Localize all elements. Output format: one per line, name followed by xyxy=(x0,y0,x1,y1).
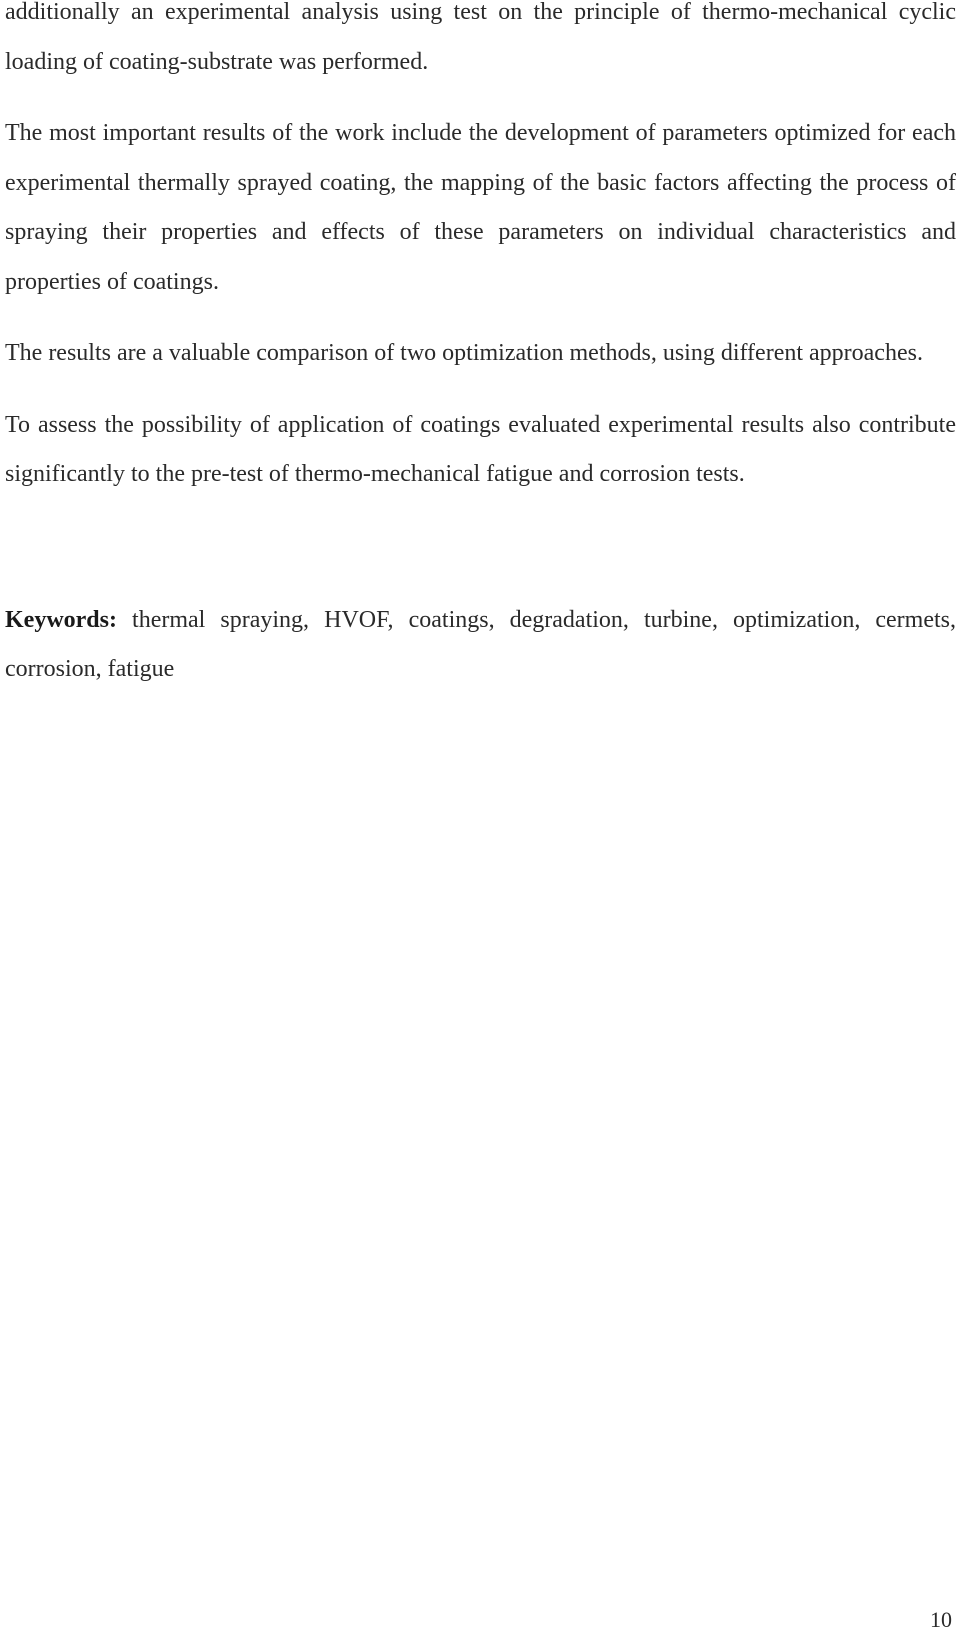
document-page xyxy=(5,0,956,695)
paragraph-continuation: additionally an experimental analysis using test on the principle of thermo-mechanical cyclic loading of coating-substrate was performed. xyxy=(5,0,956,75)
paragraph-gap xyxy=(5,307,956,329)
paragraph-gap xyxy=(5,379,956,401)
paragraph-comparison: The results are a valuable comparison of two optimization methods, using different approaches. xyxy=(5,340,923,366)
keywords-label: Keywords: xyxy=(5,606,117,633)
page-number: 10 xyxy=(930,1607,952,1632)
paragraph-gap xyxy=(5,87,956,109)
paragraph-application: To assess the possibility of application of coatings evaluated experimental results also contribute significantly to the pre-test of thermo-mechanical fatigue and corrosion tests. xyxy=(5,411,956,487)
paragraph-results: The most important results of the work include the development of parameters optimized for each experimental thermally sprayed coating, the mapping of the basic factors affecting the process of spraying their properties and effects of these parameters on individual characteristics and properties of coatings. xyxy=(5,120,956,295)
keywords-text: thermal spraying, HVOF, coatings, degradation, turbine, optimization, cermets, corrosion, fatigue xyxy=(5,606,957,682)
keywords-paragraph xyxy=(5,596,956,695)
section-gap xyxy=(5,500,956,596)
